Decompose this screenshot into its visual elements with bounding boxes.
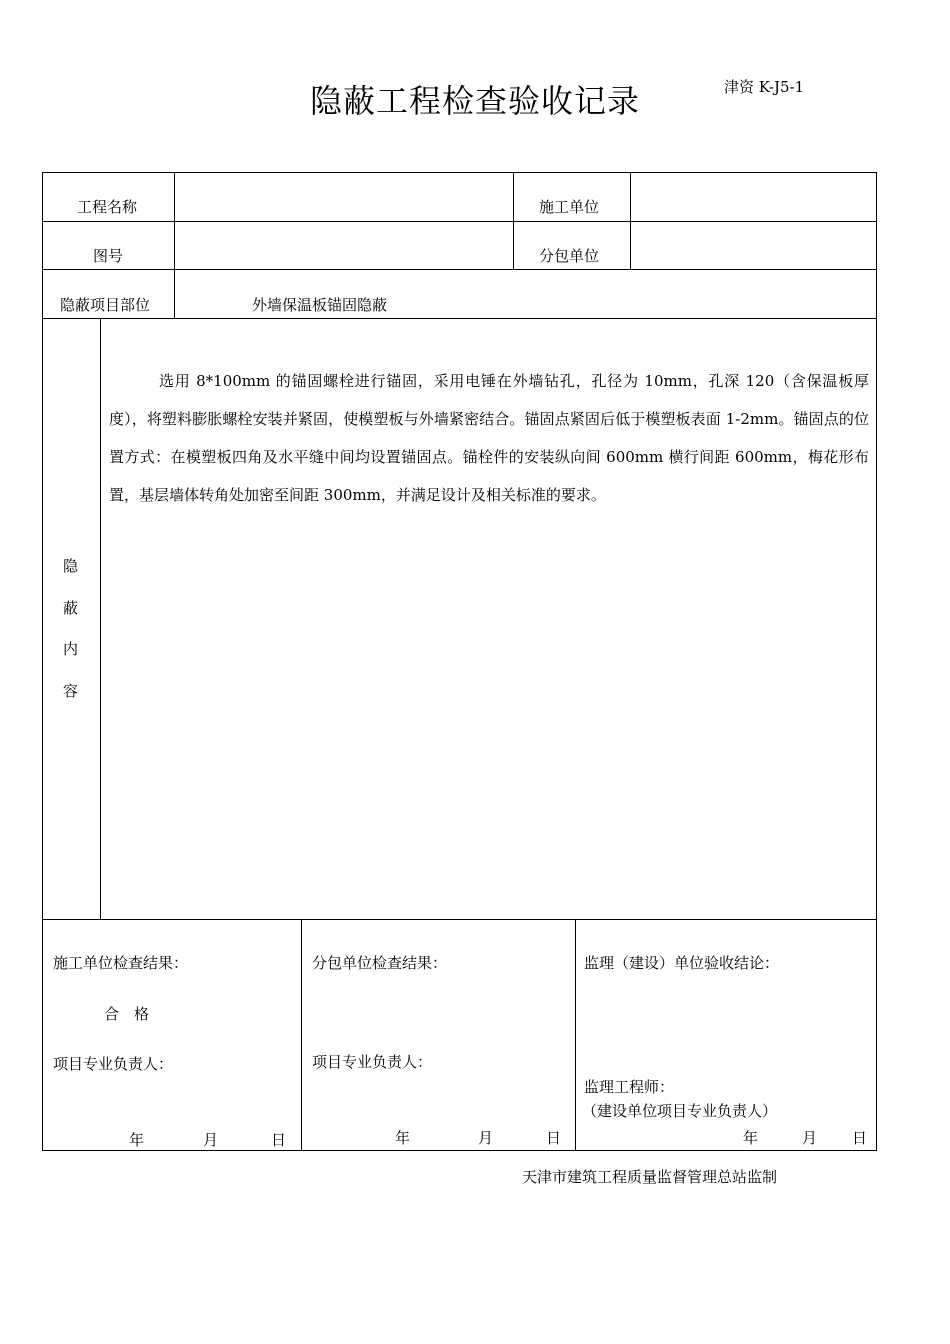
row-divider xyxy=(42,221,877,222)
row-divider xyxy=(42,919,877,920)
concealed-content-text: 选用 8*100mm 的锚固螺栓进行锚固，采用电锤在外墙钻孔，孔径为 10mm，孔深 120（含保温板厚度），将塑料膨胀螺栓安装并紧固，使模塑板与外墙紧密结合。锚固点紧固后低于模塑板表面 1-2mm。锚固点的位置方式：在模塑板四角及水平缝中间均设置锚固点。锚栓件的安装纵向间 600mm 横行间距 600mm，梅花形布置，基层墙体转角处加密至间距 300mm，并满足设计及相关标准的要求。 xyxy=(109,372,869,504)
contractor-person-label: 项目专业负责人： xyxy=(53,1055,174,1073)
supervisor-engineer-label: 监理工程师： xyxy=(584,1078,675,1096)
location-value: 外墙保温板锚固隐蔽 xyxy=(252,296,388,314)
subcontractor-day: 日 xyxy=(546,1129,562,1147)
supervisor-day: 日 xyxy=(852,1129,868,1147)
contractor-label: 施工单位 xyxy=(539,198,600,216)
subcontractor-person-label: 项目专业负责人： xyxy=(312,1053,433,1071)
contractor-result-value: 合 格 xyxy=(104,1005,150,1023)
col-divider xyxy=(100,318,101,920)
table-border-right xyxy=(876,172,877,1151)
subcontractor-label: 分包单位 xyxy=(539,247,600,265)
subcontractor-month: 月 xyxy=(478,1129,494,1147)
table-border-top xyxy=(42,172,877,173)
drawing-no-label: 图号 xyxy=(93,247,124,265)
row-divider xyxy=(42,318,877,319)
subcontractor-year: 年 xyxy=(395,1129,411,1147)
col-divider xyxy=(575,919,576,1151)
supervisor-owner-note: （建设单位项目专业负责人） xyxy=(582,1102,778,1120)
col-divider xyxy=(630,172,631,270)
form-code: 津资 K-J5-1 xyxy=(724,78,805,96)
subcontractor-result-label: 分包单位检查结果： xyxy=(312,954,448,972)
side-label-char: 内 xyxy=(63,640,79,658)
contractor-year: 年 xyxy=(129,1131,145,1149)
contractor-month: 月 xyxy=(203,1131,219,1149)
location-label: 隐蔽项目部位 xyxy=(60,296,151,314)
table-border-bottom xyxy=(42,1150,877,1151)
contractor-result-label: 施工单位检查结果： xyxy=(53,954,189,972)
side-label-char: 容 xyxy=(63,682,79,700)
side-label-char: 蔽 xyxy=(63,599,79,617)
issuer-note: 天津市建筑工程质量监督管理总站监制 xyxy=(522,1168,778,1186)
page-title: 隐蔽工程检查验收记录 xyxy=(309,82,640,120)
supervisor-result-label: 监理（建设）单位验收结论： xyxy=(584,954,780,972)
col-divider xyxy=(513,172,514,270)
col-divider xyxy=(174,172,175,319)
table-border-left xyxy=(42,172,43,1151)
col-divider xyxy=(301,919,302,1151)
supervisor-year: 年 xyxy=(743,1129,759,1147)
supervisor-month: 月 xyxy=(802,1129,818,1147)
project-name-label: 工程名称 xyxy=(77,198,138,216)
contractor-day: 日 xyxy=(271,1131,287,1149)
side-label-char: 隐 xyxy=(63,557,79,575)
row-divider xyxy=(42,269,877,270)
